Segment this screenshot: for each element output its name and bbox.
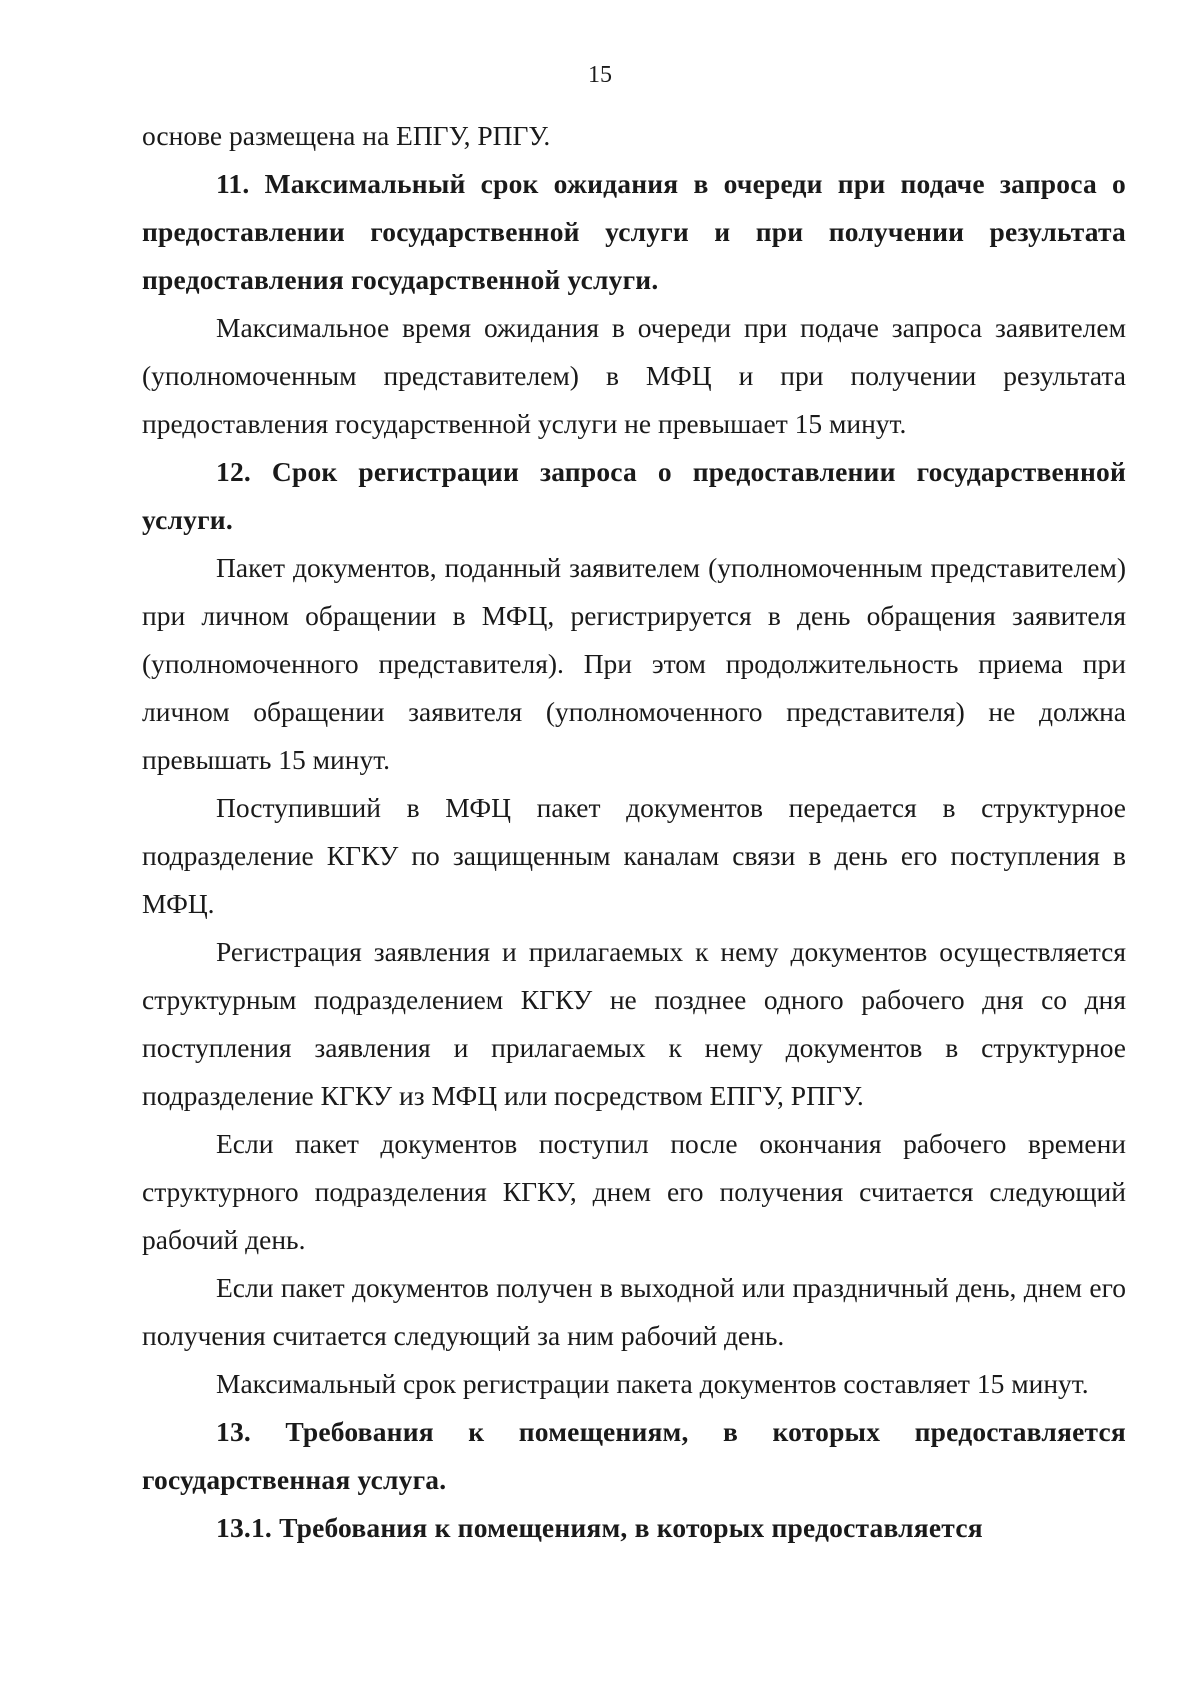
section-heading-11: 11. Максимальный срок ожидания в очереди при подаче запроса о предоставлении государственной услуги и при получении результата предоставления государственной услуги. <box>142 168 1126 295</box>
paragraph-wait-time: Максимальное время ожидания в очереди при подаче запроса заявителем (уполномоченным представителем) в МФЦ и при получении результата предоставления государственной услуги не превышает 15 минут. <box>142 312 1126 439</box>
paragraph-max-registration: Максимальный срок регистрации пакета документов составляет 15 минут. <box>216 1368 1089 1399</box>
paragraph-transfer: Поступивший в МФЦ пакет документов передается в структурное подразделение КГКУ по защищенным каналам связи в день его поступления в МФЦ. <box>142 792 1126 919</box>
section-heading-13: 13. Требования к помещениям, в которых предоставляется государственная услуга. <box>142 1416 1126 1495</box>
page-number: 15 <box>588 62 612 88</box>
section-heading-12: 12. Срок регистрации запроса о предоставлении государственной услуги. <box>142 456 1126 535</box>
paragraph-registration-deadline: Регистрация заявления и прилагаемых к нему документов осуществляется структурным подразделением КГКУ не позднее одного рабочего дня со дня поступления заявления и прилагаемых к нему документов в структурное подразделение КГКУ из МФЦ или посредством ЕПГУ, РПГУ. <box>142 936 1126 1111</box>
paragraph-after-hours: Если пакет документов поступил после окончания рабочего времени структурного подразделения КГКУ, днем его получения считается следующий рабочий день. <box>142 1128 1126 1255</box>
paragraph-continuation: основе размещена на ЕПГУ, РПГУ. <box>142 120 551 151</box>
document-body <box>142 112 1126 1552</box>
section-heading-13-1: 13.1. Требования к помещениям, в которых предоставляется <box>216 1512 983 1543</box>
paragraph-holiday: Если пакет документов получен в выходной или праздничный день, днем его получения считается следующий за ним рабочий день. <box>142 1272 1126 1351</box>
paragraph-registration-mfc: Пакет документов, поданный заявителем (уполномоченным представителем) при личном обращении в МФЦ, регистрируется в день обращения заявителя (уполномоченного представителя). При этом продолжительность приема при личном обращении заявителя (уполномоченного представителя) не должна превышать 15 минут. <box>142 552 1126 775</box>
